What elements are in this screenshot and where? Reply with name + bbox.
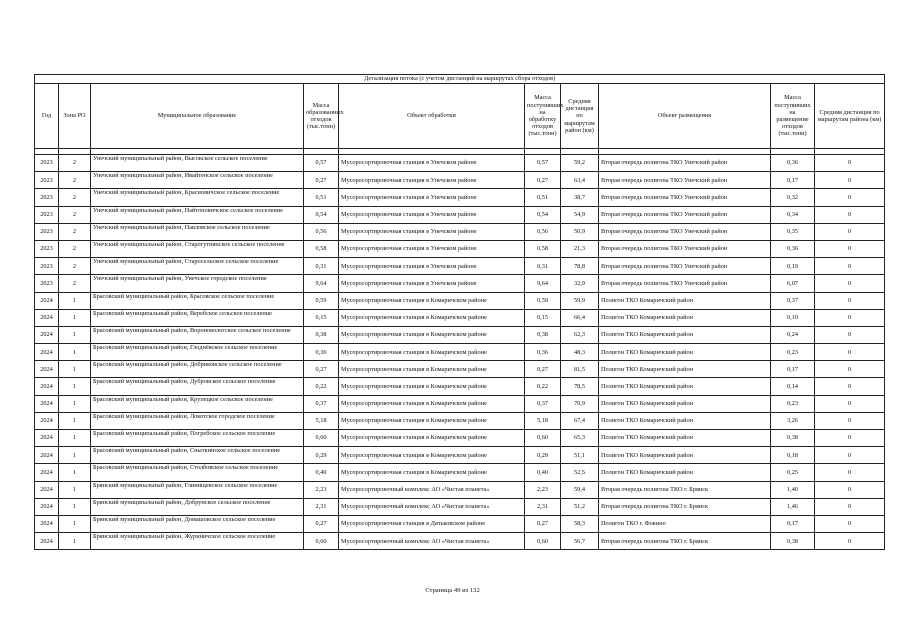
mass-disposed-cell: 1,46 xyxy=(771,498,815,515)
mass-processed-cell: 0,58 xyxy=(525,240,561,257)
waste-flow-table xyxy=(34,74,885,550)
table-row xyxy=(35,172,885,189)
disposal-distance-cell: 0 xyxy=(815,309,885,326)
mass-disposed-cell: 0,23 xyxy=(771,344,815,361)
processing-object-cell: Мусоросортировочная станция в Унечском районе xyxy=(339,172,525,189)
mass-disposed-cell: 1,40 xyxy=(771,481,815,498)
year-cell: 2024 xyxy=(35,464,59,481)
mass-processed-cell: 0,31 xyxy=(525,258,561,275)
year-cell: 2023 xyxy=(35,172,59,189)
disposal-object-cell: Полигон ТКО Комаричский район xyxy=(599,326,771,343)
zone-cell: 1 xyxy=(59,430,91,447)
processing-distance-cell: 54,9 xyxy=(561,206,599,223)
mass-disposed-cell: 0,17 xyxy=(771,361,815,378)
zone-cell: 1 xyxy=(59,447,91,464)
processing-distance-cell: 32,9 xyxy=(561,275,599,292)
disposal-distance-cell: 0 xyxy=(815,344,885,361)
mass-disposed-cell: 3,26 xyxy=(771,412,815,429)
processing-object-cell: Мусоросортировочная станция в Унечском районе xyxy=(339,240,525,257)
processing-object-cell: Мусоросортировочная станция в Комаричском районе xyxy=(339,430,525,447)
disposal-distance-cell: 0 xyxy=(815,361,885,378)
processing-object-cell: Мусоросортировочный комплекс АО «Чистая планета» xyxy=(339,533,525,550)
mass-disposed-cell: 0,34 xyxy=(771,206,815,223)
zone-cell: 2 xyxy=(59,206,91,223)
year-cell: 2023 xyxy=(35,223,59,240)
municipality-cell: Брасовский муниципальный район, Брасовское сельское поселение xyxy=(91,292,304,309)
mass-generated-cell: 2,23 xyxy=(304,481,339,498)
processing-object-cell: Мусоросортировочная станция в Унечском районе xyxy=(339,189,525,206)
mass-generated-cell: 0,54 xyxy=(304,206,339,223)
year-cell: 2024 xyxy=(35,326,59,343)
mass-processed-cell: 2,23 xyxy=(525,481,561,498)
disposal-distance-cell: 0 xyxy=(815,275,885,292)
mass-generated-cell: 0,36 xyxy=(304,344,339,361)
zone-cell: 1 xyxy=(59,292,91,309)
processing-distance-cell: 66,4 xyxy=(561,309,599,326)
municipality-cell: Брасовский муниципальный район, Сныткинское сельское поселение xyxy=(91,447,304,464)
mass-generated-cell: 0,58 xyxy=(304,240,339,257)
processing-object-cell: Мусоросортировочная станция в Унечском районе xyxy=(339,155,525,172)
disposal-distance-cell: 0 xyxy=(815,189,885,206)
zone-cell: 2 xyxy=(59,223,91,240)
processing-distance-cell: 70,9 xyxy=(561,395,599,412)
municipality-cell: Брянский муниципальный район, Домашовское сельское поселение xyxy=(91,515,304,532)
processing-object-cell: Мусоросортировочная станция в Унечском районе xyxy=(339,206,525,223)
disposal-object-cell: Вторая очередь полигона ТКО Унечский район xyxy=(599,223,771,240)
mass-generated-cell: 0,27 xyxy=(304,361,339,378)
processing-object-cell: Мусоросортировочная станция в Комаричском районе xyxy=(339,395,525,412)
municipality-cell: Брасовский муниципальный район, Веребское сельское поселение xyxy=(91,309,304,326)
table-row xyxy=(35,326,885,343)
processing-object-cell: Мусоросортировочная станция в Дятьковском районе xyxy=(339,515,525,532)
municipality-cell: Брянский муниципальный район, Глинищевское сельское поселение xyxy=(91,481,304,498)
disposal-object-cell: Полигон ТКО Комаричский район xyxy=(599,378,771,395)
zone-cell: 1 xyxy=(59,412,91,429)
processing-distance-cell: 59,2 xyxy=(561,155,599,172)
disposal-distance-cell: 0 xyxy=(815,206,885,223)
table-row xyxy=(35,223,885,240)
disposal-object-cell: Полигон ТКО Комаричский район xyxy=(599,344,771,361)
disposal-distance-cell: 0 xyxy=(815,430,885,447)
year-cell: 2024 xyxy=(35,447,59,464)
table-row xyxy=(35,206,885,223)
year-cell: 2023 xyxy=(35,155,59,172)
mass-generated-cell: 0,40 xyxy=(304,464,339,481)
mass-processed-cell: 0,56 xyxy=(525,223,561,240)
mass-processed-cell: 0,36 xyxy=(525,344,561,361)
zone-cell: 1 xyxy=(59,344,91,361)
mass-processed-cell: 0,57 xyxy=(525,155,561,172)
table-row xyxy=(35,412,885,429)
zone-cell: 1 xyxy=(59,498,91,515)
mass-disposed-cell: 0,14 xyxy=(771,378,815,395)
disposal-distance-cell: 0 xyxy=(815,412,885,429)
mass-disposed-cell: 0,24 xyxy=(771,326,815,343)
mass-processed-cell: 0,29 xyxy=(525,447,561,464)
disposal-distance-cell: 0 xyxy=(815,240,885,257)
mass-processed-cell: 9,64 xyxy=(525,275,561,292)
table-row xyxy=(35,240,885,257)
mass-processed-cell: 0,15 xyxy=(525,309,561,326)
mass-processed-cell: 0,60 xyxy=(525,533,561,550)
table-row xyxy=(35,361,885,378)
processing-object-cell: Мусоросортировочная станция в Унечском районе xyxy=(339,275,525,292)
mass-generated-cell: 0,56 xyxy=(304,223,339,240)
municipality-cell: Брасовский муниципальный район, Крупецкое сельское поселение xyxy=(91,395,304,412)
mass-generated-cell: 0,27 xyxy=(304,172,339,189)
mass-processed-cell: 5,18 xyxy=(525,412,561,429)
zone-cell: 1 xyxy=(59,309,91,326)
year-cell: 2024 xyxy=(35,430,59,447)
mass-disposed-cell: 0,37 xyxy=(771,292,815,309)
disposal-distance-cell: 0 xyxy=(815,223,885,240)
column-header: Муниципальное образование xyxy=(91,84,304,149)
zone-cell: 2 xyxy=(59,155,91,172)
disposal-object-cell: Вторая очередь полигона ТКО Унечский район xyxy=(599,275,771,292)
zone-cell: 2 xyxy=(59,240,91,257)
mass-disposed-cell: 0,38 xyxy=(771,430,815,447)
mass-disposed-cell: 0,32 xyxy=(771,189,815,206)
year-cell: 2023 xyxy=(35,189,59,206)
disposal-object-cell: Полигон ТКО Комаричский район xyxy=(599,309,771,326)
disposal-distance-cell: 0 xyxy=(815,498,885,515)
municipality-cell: Унечский муниципальный район, Унечское городское поселение xyxy=(91,275,304,292)
mass-disposed-cell: 0,36 xyxy=(771,240,815,257)
municipality-cell: Брасовский муниципальный район, Локотское городское поселение xyxy=(91,412,304,429)
processing-distance-cell: 59,4 xyxy=(561,481,599,498)
processing-object-cell: Мусоросортировочная станция в Комаричском районе xyxy=(339,464,525,481)
table-row xyxy=(35,464,885,481)
disposal-object-cell: Вторая очередь полигона ТКО Унечский район xyxy=(599,189,771,206)
municipality-cell: Унечский муниципальный район, Высокское сельское поселение xyxy=(91,155,304,172)
disposal-object-cell: Вторая очередь полигона ТКО Унечский район xyxy=(599,240,771,257)
year-cell: 2024 xyxy=(35,292,59,309)
processing-distance-cell: 56,7 xyxy=(561,533,599,550)
table-row xyxy=(35,258,885,275)
mass-generated-cell: 0,57 xyxy=(304,155,339,172)
zone-cell: 1 xyxy=(59,326,91,343)
zone-cell: 2 xyxy=(59,258,91,275)
column-header: Объект размещения xyxy=(599,84,771,149)
mass-disposed-cell: 0,25 xyxy=(771,464,815,481)
mass-generated-cell: 0,51 xyxy=(304,189,339,206)
municipality-cell: Унечский муниципальный район, Найтоповичское сельское поселение xyxy=(91,206,304,223)
mass-generated-cell: 2,31 xyxy=(304,498,339,515)
zone-cell: 1 xyxy=(59,361,91,378)
municipality-cell: Брасовский муниципальный район, Глоднёвское сельское поселение xyxy=(91,344,304,361)
processing-distance-cell: 38,7 xyxy=(561,189,599,206)
year-cell: 2024 xyxy=(35,533,59,550)
year-cell: 2024 xyxy=(35,395,59,412)
processing-distance-cell: 81,5 xyxy=(561,361,599,378)
mass-processed-cell: 0,22 xyxy=(525,378,561,395)
table-row xyxy=(35,378,885,395)
mass-processed-cell: 0,54 xyxy=(525,206,561,223)
column-header: Средняя дистанция по маршрутам района (км) xyxy=(815,84,885,149)
disposal-distance-cell: 0 xyxy=(815,172,885,189)
processing-object-cell: Мусоросортировочная станция в Комаричском районе xyxy=(339,361,525,378)
column-header: Масса поступивших на размещение отходов (тыс.тонн) xyxy=(771,84,815,149)
mass-processed-cell: 0,40 xyxy=(525,464,561,481)
mass-processed-cell: 0,27 xyxy=(525,515,561,532)
disposal-object-cell: Вторая очередь полигона ТКО Унечский район xyxy=(599,172,771,189)
municipality-cell: Брасовский муниципальный район, Дубровское сельское поселение xyxy=(91,378,304,395)
mass-processed-cell: 0,59 xyxy=(525,292,561,309)
municipality-cell: Брянский муниципальный район, Добрунское сельское поселение xyxy=(91,498,304,515)
mass-generated-cell: 5,18 xyxy=(304,412,339,429)
table-row xyxy=(35,292,885,309)
mass-generated-cell: 0,59 xyxy=(304,292,339,309)
municipality-cell: Унечский муниципальный район, Старосельское сельское поселение xyxy=(91,258,304,275)
mass-generated-cell: 9,64 xyxy=(304,275,339,292)
processing-distance-cell: 58,3 xyxy=(561,515,599,532)
mass-generated-cell: 0,60 xyxy=(304,430,339,447)
municipality-cell: Брасовский муниципальный район, Добриковское сельское поселение xyxy=(91,361,304,378)
processing-distance-cell: 59,9 xyxy=(561,292,599,309)
table-header-row xyxy=(35,84,885,149)
processing-distance-cell: 51,1 xyxy=(561,447,599,464)
year-cell: 2023 xyxy=(35,240,59,257)
zone-cell: 2 xyxy=(59,172,91,189)
year-cell: 2024 xyxy=(35,344,59,361)
processing-object-cell: Мусоросортировочная станция в Комаричском районе xyxy=(339,412,525,429)
mass-disposed-cell: 0,19 xyxy=(771,258,815,275)
municipality-cell: Унечский муниципальный район, Павловское сельское поселение xyxy=(91,223,304,240)
disposal-distance-cell: 0 xyxy=(815,533,885,550)
processing-distance-cell: 78,8 xyxy=(561,258,599,275)
disposal-object-cell: Полигон ТКО Комаричский район xyxy=(599,464,771,481)
disposal-object-cell: Полигон ТКО Комаричский район xyxy=(599,361,771,378)
table-row xyxy=(35,533,885,550)
processing-distance-cell: 62,3 xyxy=(561,326,599,343)
disposal-object-cell: Полигон ТКО Комаричский район xyxy=(599,430,771,447)
disposal-distance-cell: 0 xyxy=(815,464,885,481)
processing-object-cell: Мусоросортировочная станция в Комаричском районе xyxy=(339,309,525,326)
municipality-cell: Брасовский муниципальный район, Вороновологское сельское поселение xyxy=(91,326,304,343)
municipality-cell: Унечский муниципальный район, Ивайтенское сельское поселение xyxy=(91,172,304,189)
table-row xyxy=(35,481,885,498)
mass-processed-cell: 2,31 xyxy=(525,498,561,515)
processing-object-cell: Мусоросортировочная станция в Комаричском районе xyxy=(339,326,525,343)
processing-object-cell: Мусоросортировочная станция в Комаричском районе xyxy=(339,344,525,361)
mass-processed-cell: 0,60 xyxy=(525,430,561,447)
municipality-cell: Брасовский муниципальный район, Столбовское сельское поселение xyxy=(91,464,304,481)
mass-generated-cell: 0,15 xyxy=(304,309,339,326)
mass-generated-cell: 0,38 xyxy=(304,326,339,343)
year-cell: 2023 xyxy=(35,206,59,223)
column-header: Зона РО xyxy=(59,84,91,149)
disposal-object-cell: Вторая очередь полигона ТКО Унечский район xyxy=(599,258,771,275)
mass-disposed-cell: 0,35 xyxy=(771,223,815,240)
year-cell: 2024 xyxy=(35,498,59,515)
mass-disposed-cell: 0,23 xyxy=(771,395,815,412)
disposal-object-cell: Полигон ТКО Комаричский район xyxy=(599,395,771,412)
disposal-distance-cell: 0 xyxy=(815,155,885,172)
table-caption-row xyxy=(35,75,885,84)
processing-distance-cell: 78,5 xyxy=(561,378,599,395)
year-cell: 2024 xyxy=(35,515,59,532)
mass-processed-cell: 0,38 xyxy=(525,326,561,343)
year-cell: 2023 xyxy=(35,275,59,292)
mass-processed-cell: 0,27 xyxy=(525,361,561,378)
mass-generated-cell: 0,31 xyxy=(304,258,339,275)
municipality-cell: Унечский муниципальный район, Старогутнянское сельское поселение xyxy=(91,240,304,257)
zone-cell: 1 xyxy=(59,481,91,498)
disposal-distance-cell: 0 xyxy=(815,258,885,275)
year-cell: 2024 xyxy=(35,361,59,378)
mass-disposed-cell: 0,17 xyxy=(771,515,815,532)
processing-distance-cell: 52,5 xyxy=(561,464,599,481)
mass-generated-cell: 0,60 xyxy=(304,533,339,550)
mass-disposed-cell: 0,10 xyxy=(771,309,815,326)
year-cell: 2024 xyxy=(35,378,59,395)
table-row xyxy=(35,498,885,515)
disposal-distance-cell: 0 xyxy=(815,481,885,498)
table-row xyxy=(35,275,885,292)
processing-object-cell: Мусоросортировочная станция в Унечском районе xyxy=(339,258,525,275)
processing-distance-cell: 65,3 xyxy=(561,430,599,447)
zone-cell: 1 xyxy=(59,378,91,395)
page-number: Страница 49 из 132 xyxy=(425,587,480,594)
year-cell: 2024 xyxy=(35,481,59,498)
disposal-distance-cell: 0 xyxy=(815,395,885,412)
disposal-distance-cell: 0 xyxy=(815,447,885,464)
mass-processed-cell: 0,37 xyxy=(525,395,561,412)
municipality-cell: Брасовский муниципальный район, Погребское сельское поселение xyxy=(91,430,304,447)
processing-distance-cell: 21,3 xyxy=(561,240,599,257)
table-caption: Детализация потока (с учетом дистанций на маршрутах сбора отходов) xyxy=(35,75,885,84)
year-cell: 2024 xyxy=(35,309,59,326)
column-header: Объект обработки xyxy=(339,84,525,149)
disposal-object-cell: Вторая очередь полигона ТКО Унечский район xyxy=(599,206,771,223)
disposal-object-cell: Вторая очередь полигона ТКО Унечский район xyxy=(599,155,771,172)
mass-disposed-cell: 6,07 xyxy=(771,275,815,292)
disposal-distance-cell: 0 xyxy=(815,378,885,395)
column-header: Масса поступивших на обработку отходов (тыс.тонн) xyxy=(525,84,561,149)
table-row xyxy=(35,344,885,361)
processing-object-cell: Мусоросортировочная станция в Унечском районе xyxy=(339,223,525,240)
mass-disposed-cell: 0,38 xyxy=(771,533,815,550)
disposal-distance-cell: 0 xyxy=(815,515,885,532)
mass-generated-cell: 0,27 xyxy=(304,515,339,532)
table-row xyxy=(35,430,885,447)
disposal-distance-cell: 0 xyxy=(815,326,885,343)
table-row xyxy=(35,447,885,464)
year-cell: 2023 xyxy=(35,258,59,275)
processing-distance-cell: 63,4 xyxy=(561,172,599,189)
processing-object-cell: Мусоросортировочный комплекс АО «Чистая планета» xyxy=(339,481,525,498)
column-header: Средняя дистанция по маршрутам район (км) xyxy=(561,84,599,149)
mass-processed-cell: 0,27 xyxy=(525,172,561,189)
mass-generated-cell: 0,37 xyxy=(304,395,339,412)
table-row xyxy=(35,155,885,172)
table-row xyxy=(35,309,885,326)
year-cell: 2024 xyxy=(35,412,59,429)
table-row xyxy=(35,189,885,206)
mass-disposed-cell: 0,17 xyxy=(771,172,815,189)
processing-object-cell: Мусоросортировочный комплекс АО «Чистая планета» xyxy=(339,498,525,515)
disposal-object-cell: Вторая очередь полигона ТКО г. Брянск xyxy=(599,481,771,498)
mass-generated-cell: 0,22 xyxy=(304,378,339,395)
zone-cell: 1 xyxy=(59,515,91,532)
processing-distance-cell: 48,3 xyxy=(561,344,599,361)
processing-distance-cell: 51,2 xyxy=(561,498,599,515)
mass-generated-cell: 0,29 xyxy=(304,447,339,464)
disposal-object-cell: Полигон ТКО Комаричский район xyxy=(599,292,771,309)
municipality-cell: Брянский муниципальный район, Журиничское сельское поселение xyxy=(91,533,304,550)
mass-disposed-cell: 0,36 xyxy=(771,155,815,172)
zone-cell: 1 xyxy=(59,395,91,412)
disposal-object-cell: Вторая очередь полигона ТКО г. Брянск xyxy=(599,498,771,515)
processing-distance-cell: 67,4 xyxy=(561,412,599,429)
disposal-object-cell: Полигон ТКО Комаричский район xyxy=(599,412,771,429)
table-body xyxy=(35,155,885,550)
zone-cell: 1 xyxy=(59,464,91,481)
processing-object-cell: Мусоросортировочная станция в Комаричском районе xyxy=(339,378,525,395)
municipality-cell: Унечский муниципальный район, Красновичское сельское поселение xyxy=(91,189,304,206)
disposal-distance-cell: 0 xyxy=(815,292,885,309)
disposal-object-cell: Вторая очередь полигона ТКО г. Брянск xyxy=(599,533,771,550)
mass-processed-cell: 0,51 xyxy=(525,189,561,206)
zone-cell: 1 xyxy=(59,533,91,550)
column-header: Масса образованных отходов (тыс.тонн) xyxy=(304,84,339,149)
processing-distance-cell: 50,9 xyxy=(561,223,599,240)
table-row xyxy=(35,395,885,412)
zone-cell: 2 xyxy=(59,275,91,292)
disposal-object-cell: Полигон ТКО г. Фокино xyxy=(599,515,771,532)
mass-disposed-cell: 0,18 xyxy=(771,447,815,464)
disposal-object-cell: Полигон ТКО Комаричский район xyxy=(599,447,771,464)
processing-object-cell: Мусоросортировочная станция в Комаричском районе xyxy=(339,447,525,464)
processing-object-cell: Мусоросортировочная станция в Комаричском районе xyxy=(339,292,525,309)
table-row xyxy=(35,515,885,532)
column-header: Год xyxy=(35,84,59,149)
zone-cell: 2 xyxy=(59,189,91,206)
